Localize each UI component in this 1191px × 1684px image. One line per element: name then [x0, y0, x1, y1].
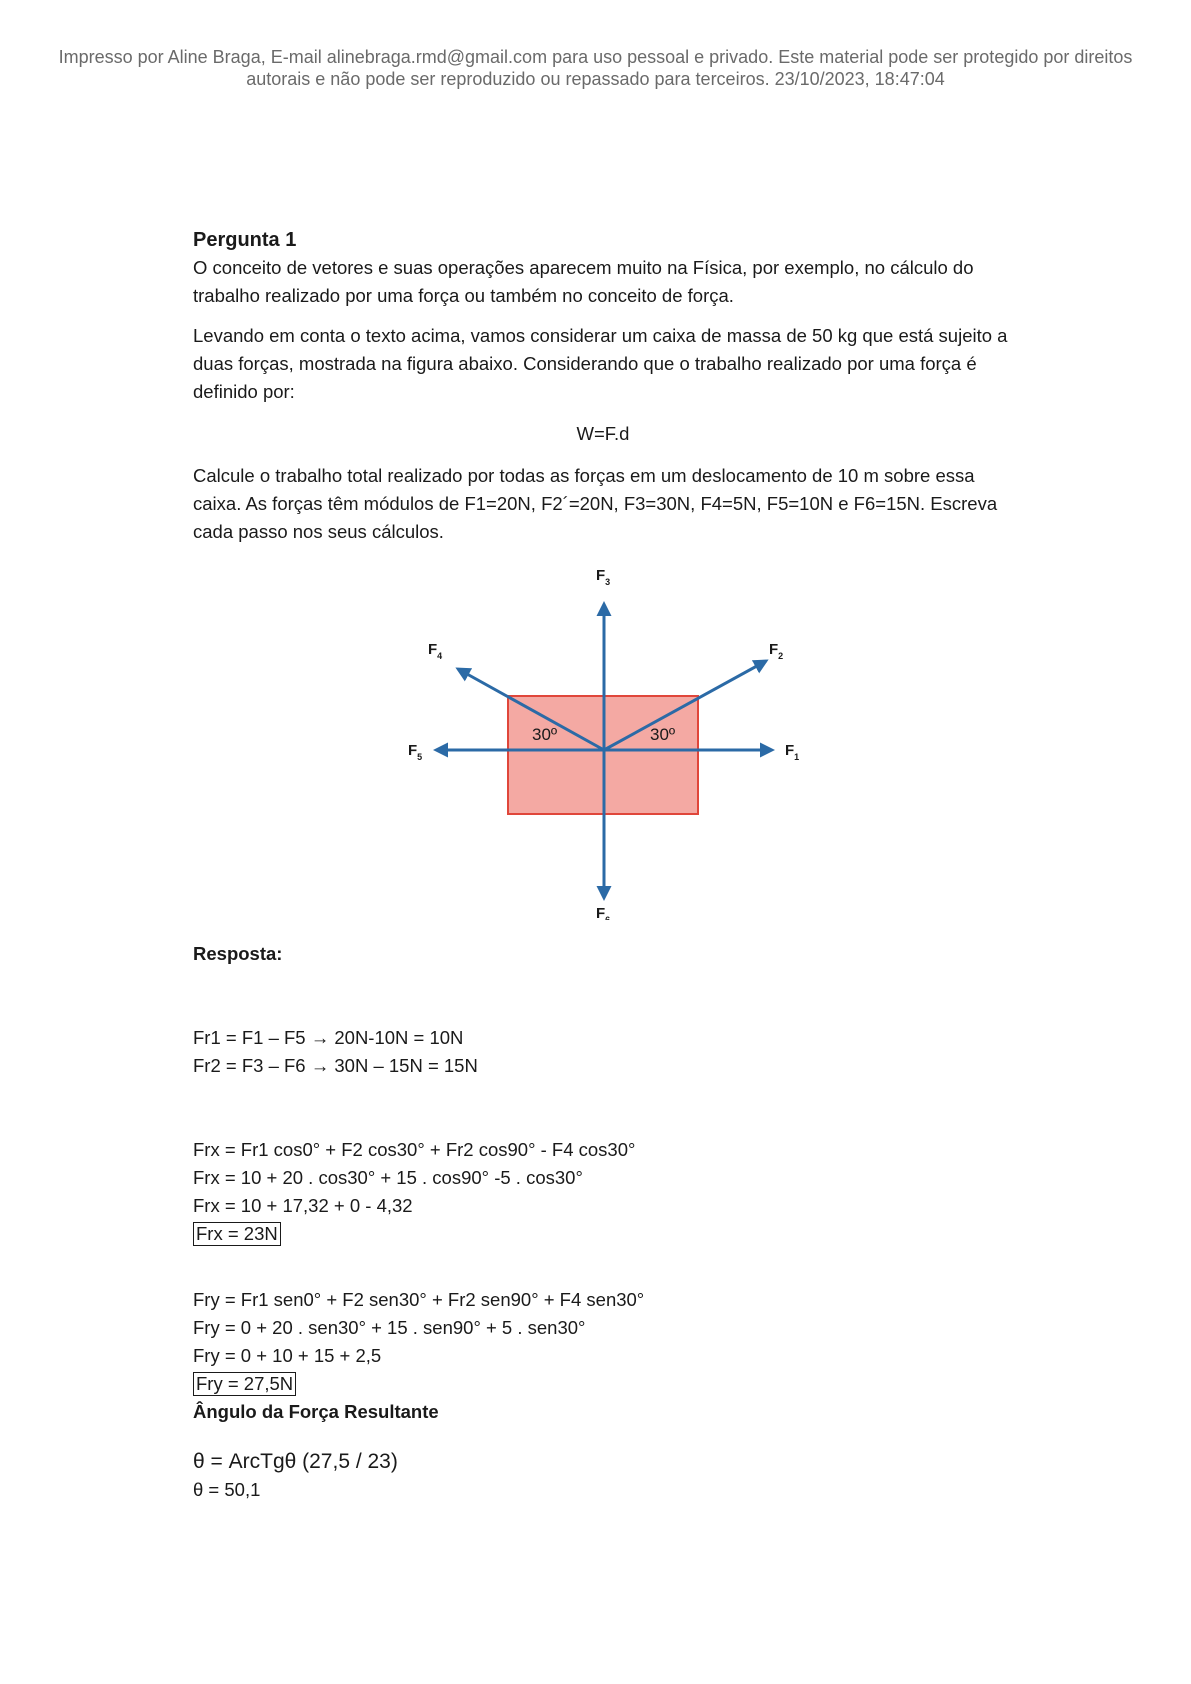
question-title: Pergunta 1 — [193, 229, 297, 251]
work-formula: W=F.d — [576, 423, 630, 444]
angle-heading: Ângulo da Força Resultante — [193, 1401, 439, 1422]
label-f4: $F_4$ — [428, 641, 443, 661]
theta-formula: θ = ArcTgθ (27,5 / 23) — [193, 1450, 398, 1473]
question-paragraph-1: O conceito de vetores e suas operações aparecem muito na Física, por exemplo, no cálculo do trabalho realizado por uma força ou também no conceito de força. — [193, 257, 974, 306]
question-paragraph-3: Calcule o trabalho total realizado por todas as forças em um deslocamento de 10 m sobre essa caixa. As forças têm módulos de F1=20N, F2´=20N, F3=30N, F4=5N, F5=10N e F6=15N. Escreva cada passo nos seus cálculos. — [193, 465, 998, 542]
label-f6: $F_6$ — [596, 905, 611, 920]
fry-line-1: Fry = Fr1 sen0° + F2 sen30° + Fr2 sen90° + F4 sen30° — [193, 1289, 645, 1310]
frx-line-3: Frx = 10 + 17,32 + 0 - 4,32 — [193, 1195, 413, 1216]
watermark-line-1: Impresso por Aline Braga, E-mail alinebraga.rmd@gmail.com para uso pessoal e privado. Este material pode ser protegido por direitos — [58, 47, 1133, 67]
question-paragraph-2: Levando em conta o texto acima, vamos considerar um caixa de massa de 50 kg que está sujeito a duas forças, mostrada na figura abaixo. Considerando que o trabalho realizado por uma força é definido por: — [193, 325, 1008, 402]
fr1-line: Fr1 = F1 – F5 → 20N-10N = 10N — [193, 1027, 464, 1048]
label-f5: $F_5$ — [408, 742, 423, 762]
print-watermark — [30, 46, 1161, 90]
frx-line-1: Frx = Fr1 cos0° + F2 cos30° + Fr2 cos90° - F4 cos30° — [193, 1139, 636, 1160]
angle-label-right: 30º — [650, 725, 676, 744]
frx-line-2: Frx = 10 + 20 . cos30° + 15 . cos90° -5 . cos30° — [193, 1167, 583, 1188]
fry-line-2: Fry = 0 + 20 . sen30° + 15 . sen90° + 5 . sen30° — [193, 1317, 586, 1338]
label-f3: $F_3$ — [596, 567, 611, 587]
frx-result: Frx = 23N — [193, 1222, 281, 1246]
label-f2: $F_2$ — [769, 641, 784, 661]
answer-label: Resposta: — [193, 943, 283, 964]
label-f1: $F_1$ — [785, 742, 800, 762]
theta-result: θ = 50,1 — [193, 1479, 261, 1500]
fr2-line: Fr2 = F3 – F6 → 30N – 15N = 15N — [193, 1055, 478, 1076]
fry-result: Fry = 27,5N — [193, 1372, 296, 1396]
answer-block — [193, 940, 1013, 1504]
angle-label-left: 30º — [532, 725, 558, 744]
fry-line-3: Fry = 0 + 10 + 15 + 2,5 — [193, 1345, 382, 1366]
watermark-line-2: autorais e não pode ser reproduzido ou repassado para terceiros. 23/10/2023, 18:47:04 — [246, 69, 945, 89]
question-block — [193, 226, 1013, 546]
force-diagram — [400, 560, 800, 920]
force-diagram-svg — [400, 560, 800, 920]
